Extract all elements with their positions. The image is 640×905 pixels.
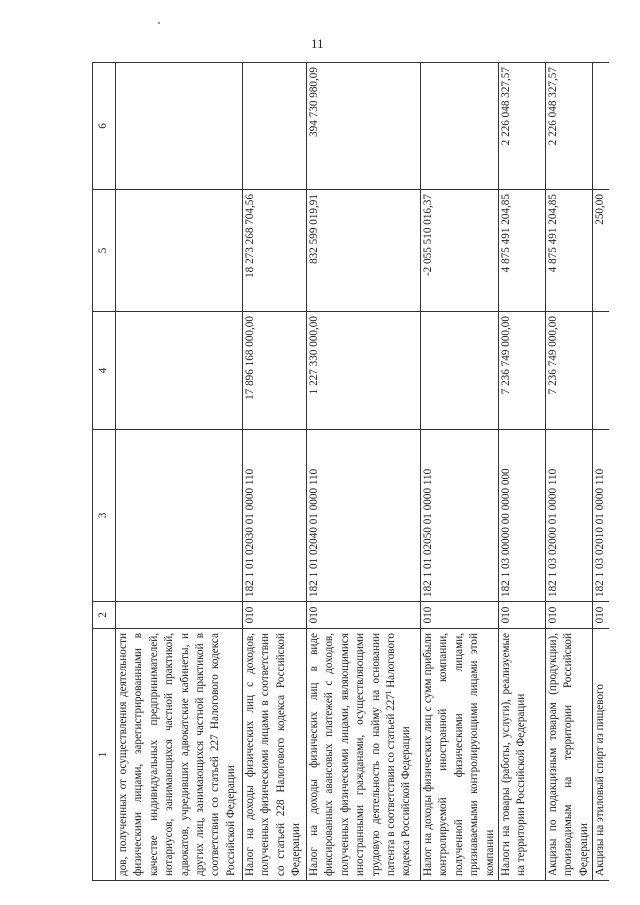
row-line-code: 010 <box>307 602 421 629</box>
row-name: Налоги на товары (работы, услуги), реализуемые на территории Российской Федерации <box>499 629 546 881</box>
table-row <box>243 63 307 881</box>
row-budget-code: 182 1 03 02010 01 0000 110 <box>593 430 609 602</box>
row-line-code: 010 <box>593 602 609 629</box>
column-number-row <box>93 63 116 881</box>
row-name: дов, полученных от осуществления деятельности физическими лицами, зарегистрированными в качестве индивидуальных предпринимателей, нотариусов, занимающихся частной практикой, адвокатов, учредивших адвокатские кабинеты, и других лиц, занимающихся частной практикой в соответствии со статьей 227 Налогового кодекса Российской Федерации <box>116 629 243 881</box>
table-row <box>421 63 499 881</box>
table-row <box>546 63 593 881</box>
row-approved <box>593 312 609 430</box>
row-budget-code: 182 1 03 00000 00 0000 000 <box>499 430 546 602</box>
row-name: Акцизы на этиловый спирт из пищевого <box>593 629 609 881</box>
row-unexecuted <box>593 63 609 190</box>
page-number: 11 <box>311 36 324 51</box>
revenue-table <box>92 62 609 881</box>
row-line-code: 010 <box>243 602 307 629</box>
row-executed: -2 055 510 016,37 <box>421 190 499 312</box>
row-name: Налог на доходы физических лиц с доходов, полученных физическими лицами в соответствии со статьей 228 Налогового кодекса Российской Федерации <box>243 629 307 881</box>
row-unexecuted: 2 226 048 327,57 <box>546 63 593 190</box>
table-row <box>307 63 421 881</box>
row-budget-code: 182 1 01 02040 01 0000 110 <box>307 430 421 602</box>
scan-speck <box>158 22 160 24</box>
row-unexecuted <box>243 63 307 190</box>
row-line-code <box>116 602 243 629</box>
row-line-code: 010 <box>546 602 593 629</box>
row-name: Налог на доходы физических лиц с сумм прибыли контролируемой иностранной компании, полученной физическими лицами, признаваемыми контролирующими лицами этой компании <box>421 629 499 881</box>
column-number: 1 <box>93 629 116 881</box>
rotated-table-area <box>92 63 605 881</box>
row-approved: 1 227 330 000,00 <box>307 312 421 430</box>
table-row <box>116 63 243 881</box>
row-approved: 7 236 749 000,00 <box>546 312 593 430</box>
row-line-code: 010 <box>421 602 499 629</box>
row-approved <box>421 312 499 430</box>
row-approved: 17 896 168 000,00 <box>243 312 307 430</box>
rotated-table-frame <box>92 63 605 881</box>
table-row <box>499 63 546 881</box>
row-executed: 4 875 491 204,85 <box>499 190 546 312</box>
row-unexecuted: 394 730 980,09 <box>307 63 421 190</box>
column-number: 4 <box>93 312 116 430</box>
row-unexecuted <box>421 63 499 190</box>
row-budget-code <box>116 430 243 602</box>
row-name: Акцизы по подакцизным товарам (продукции), производимым на территории Российской Федерации <box>546 629 593 881</box>
row-executed <box>116 190 243 312</box>
table-row <box>593 63 609 881</box>
row-budget-code: 182 1 01 02030 01 0000 110 <box>243 430 307 602</box>
column-number: 3 <box>93 430 116 602</box>
row-executed: 832 599 019,91 <box>307 190 421 312</box>
row-approved: 7 236 749 000,00 <box>499 312 546 430</box>
row-line-code: 010 <box>499 602 546 629</box>
column-number: 5 <box>93 190 116 312</box>
row-name: Налог на доходы физических лиц в виде фиксированных авансовых платежей с доходов, полученных физическими лицами, являющимися иностранными гражданами, осуществляющими трудовую деятельность по найму на основании патента в соответствии со статьей 227¹ Налогового кодекса Российской Федерации <box>307 629 421 881</box>
row-unexecuted <box>116 63 243 190</box>
column-number: 2 <box>93 602 116 629</box>
row-executed: 250,00 <box>593 190 609 312</box>
row-budget-code: 182 1 03 02000 01 0000 110 <box>546 430 593 602</box>
row-budget-code: 182 1 01 02050 01 0000 110 <box>421 430 499 602</box>
row-unexecuted: 2 226 048 327,57 <box>499 63 546 190</box>
row-approved <box>116 312 243 430</box>
row-executed: 18 273 268 704,56 <box>243 190 307 312</box>
row-executed: 4 875 491 204,85 <box>546 190 593 312</box>
column-number: 6 <box>93 63 116 190</box>
